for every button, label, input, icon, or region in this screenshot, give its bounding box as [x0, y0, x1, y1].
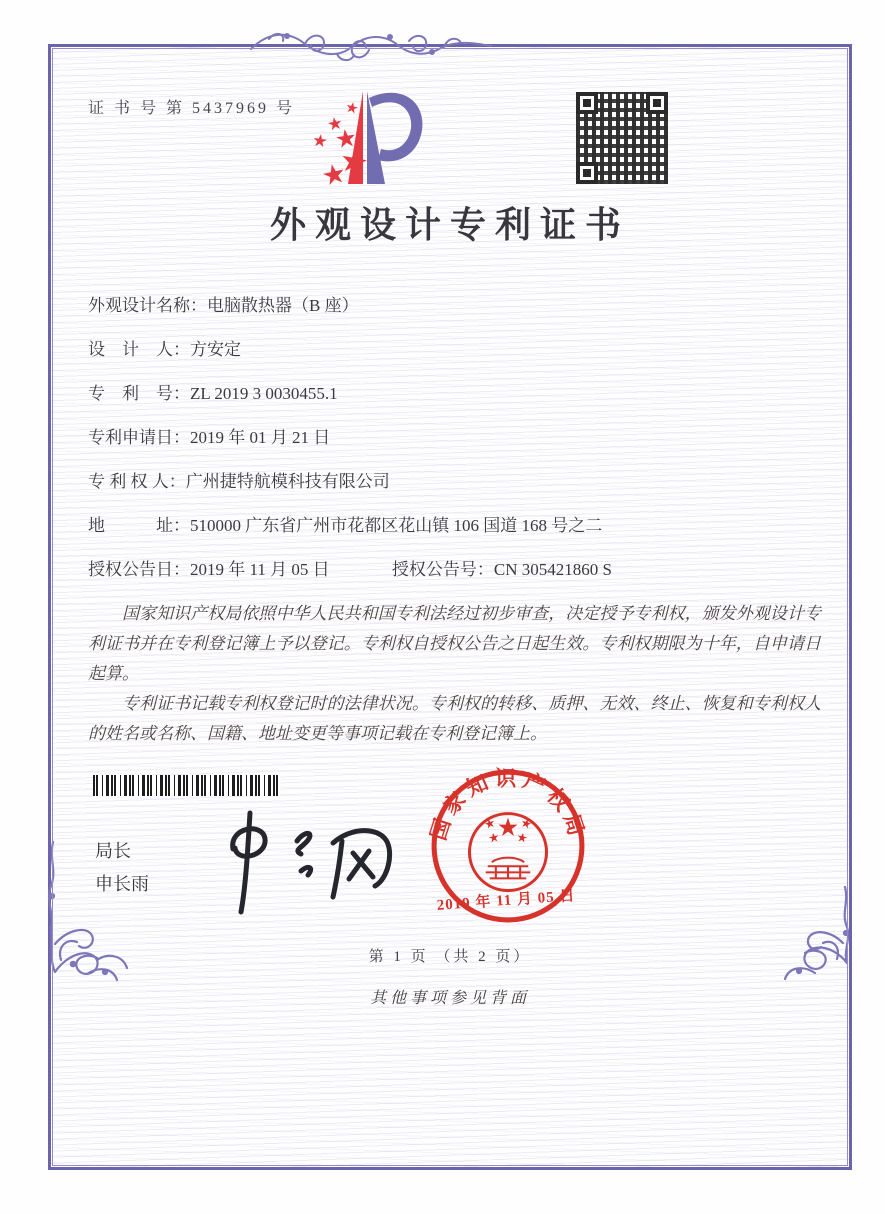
certificate-number: 证 书 号 第 5437969 号 — [88, 100, 296, 117]
field-address — [88, 514, 823, 537]
seal-date: 2019 年 11 月 05 日 — [436, 888, 576, 914]
field-list — [88, 294, 823, 602]
field-label: 专利申请日： — [88, 428, 190, 447]
field-grant-row — [88, 558, 823, 581]
field-value: CN 305421860 S — [493, 560, 612, 579]
qr-finder-icon — [576, 92, 598, 114]
field-design-name — [88, 294, 823, 317]
field-value: 2019 年 01 月 21 日 — [190, 428, 331, 447]
field-label: 专 利 权 人： — [88, 472, 186, 491]
qr-finder-icon — [646, 92, 668, 114]
field-grant-date — [88, 560, 330, 579]
field-label: 地 址： — [88, 516, 190, 535]
field-patent-number — [88, 382, 823, 405]
field-value: 方安定 — [190, 340, 241, 359]
field-value: 广州捷特航模科技有限公司 — [185, 472, 390, 491]
field-value: 510000 广东省广州市花都区花山镇 106 国道 168 号之二 — [190, 516, 603, 535]
page-indicator: 第 1 页 （共 2 页） — [368, 949, 532, 965]
signer-block — [95, 835, 149, 901]
field-filing-date — [88, 426, 823, 449]
lace-flourish-top-icon — [249, 23, 493, 69]
legal-text — [88, 599, 821, 749]
field-label: 专 利 号： — [88, 384, 190, 403]
field-designer — [88, 338, 823, 361]
field-label: 外观设计名称： — [88, 296, 207, 315]
cnipa-patent-logo-icon — [304, 85, 428, 189]
handwritten-signature-icon — [201, 805, 411, 920]
field-value: 2019 年 11 月 05 日 — [190, 560, 330, 579]
seal-emblem-icon — [486, 858, 531, 879]
field-label: 设 计 人： — [88, 340, 190, 359]
field-label: 授权公告日： — [88, 560, 190, 579]
certificate-title: 外观设计专利证书 — [269, 205, 630, 245]
field-patentee — [88, 470, 823, 493]
qr-code-icon — [576, 92, 668, 184]
field-value: 电脑散热器（B 座） — [207, 296, 359, 315]
cnipa-official-seal-icon — [429, 767, 587, 925]
barcode-icon — [93, 775, 280, 796]
signer-title: 局长 — [95, 841, 131, 861]
legal-paragraph: 专利证书记载专利权登记时的法律状况。专利权的转移、质押、无效、终止、恢复和专利权人的姓名或名称、国籍、地址变更等事项记载在专利登记簿上。 — [88, 694, 821, 743]
signer-name: 申长雨 — [95, 874, 149, 894]
field-grant-number — [392, 560, 612, 579]
seal-ring-text: 国家知识产权局 — [429, 767, 587, 844]
lace-flourish-bottom-right-icon — [759, 885, 859, 987]
back-note: 其他事项参见背面 — [369, 990, 530, 1007]
qr-finder-icon — [576, 162, 598, 184]
legal-paragraph: 国家知识产权局依照中华人民共和国专利法经过初步审查，决定授予专利权，颁发外观设计专利证书并在专利登记簿上予以登记。专利权自授权公告之日起生效。专利权期限为十年，自申请日起算。 — [88, 604, 821, 683]
field-value: ZL 2019 3 0030455.1 — [190, 384, 338, 403]
svg-text:国家知识产权局 — [429, 767, 587, 843]
field-label: 授权公告号： — [391, 560, 494, 579]
